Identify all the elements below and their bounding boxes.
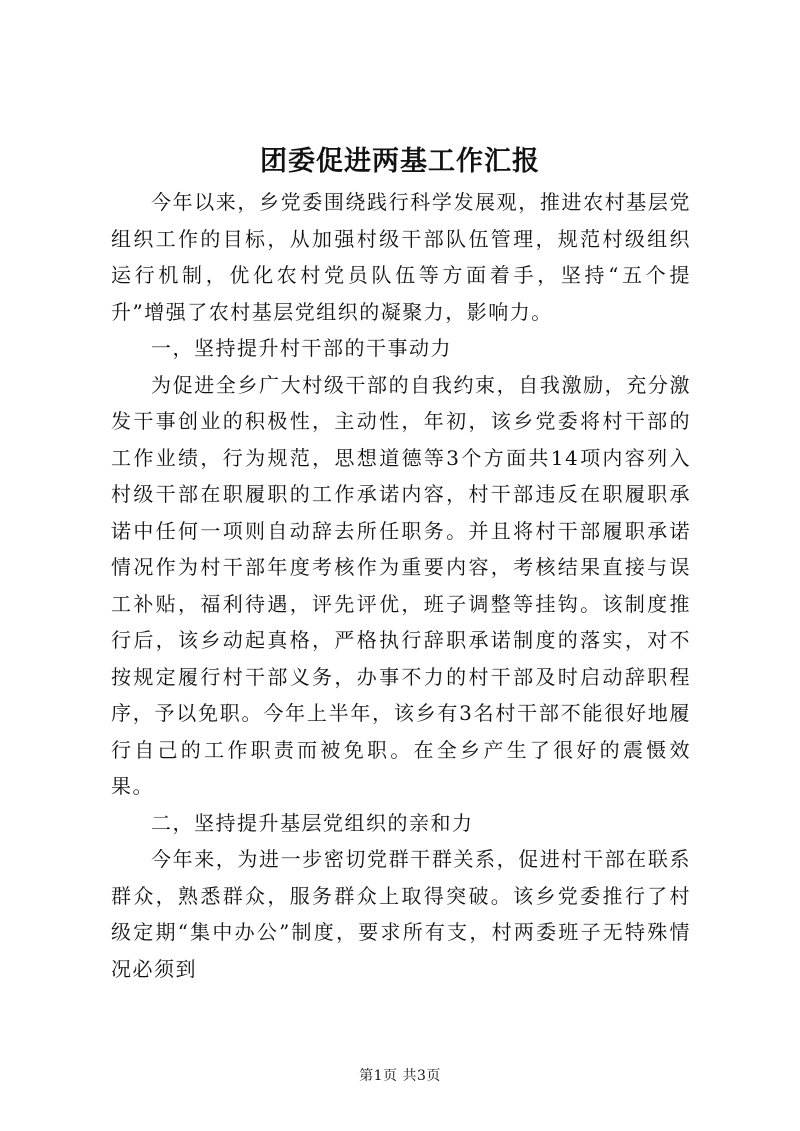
document-body xyxy=(111,184,691,987)
intro-paragraph: 今年以来，乡党委围绕践行科学发展观，推进农村基层党组织工作的目标，从加强村级干部队伍管理，规范村级组织运行机制，优化农村党员队伍等方面着手，坚持“五个提升”增强了农村基层党组织的凝聚力，影响力。 xyxy=(111,190,691,324)
section-heading-2: 二，坚持提升基层党组织的亲和力 xyxy=(151,810,474,835)
section-1-paragraph: 为促进全乡广大村级干部的自我约束，自我激励，充分激发干事创业的积极性，主动性，年初，该乡党委将村干部的工作业绩，行为规范，思想道德等3个方面共14项内容列入村级干部在职履职的工作承诺内容，村干部违反在职履职承诺中任何一项则自动辞去所任职务。并且将村干部履职承诺情况作为村干部年度考核作为重要内容，考核结果直接与误工补贴，福利待遇，评先评优，班子调整等挂钩。该制度推行后，该乡动起真格，严格执行辞职承诺制度的落实，对不按规定履行村干部义务，办事不力的村干部及时启动辞职程序，予以免职。今年上半年，该乡有3名村干部不能很好地履行自己的工作职责而被免职。在全乡产生了很好的震慑效果。 xyxy=(111,372,691,798)
section-2-paragraph: 今年来，为进一步密切党群干群关系，促进村干部在联系群众，熟悉群众，服务群众上取得突破。该乡党委推行了村级定期“集中办公”制度，要求所有支，村两委班子无特殊情况必须到 xyxy=(111,847,691,981)
document-title: 团委促进两基工作汇报 xyxy=(260,146,540,177)
section-heading-1: 一，坚持提升村干部的干事动力 xyxy=(151,336,452,360)
page-footer: 第1页 共3页 xyxy=(359,1068,441,1084)
